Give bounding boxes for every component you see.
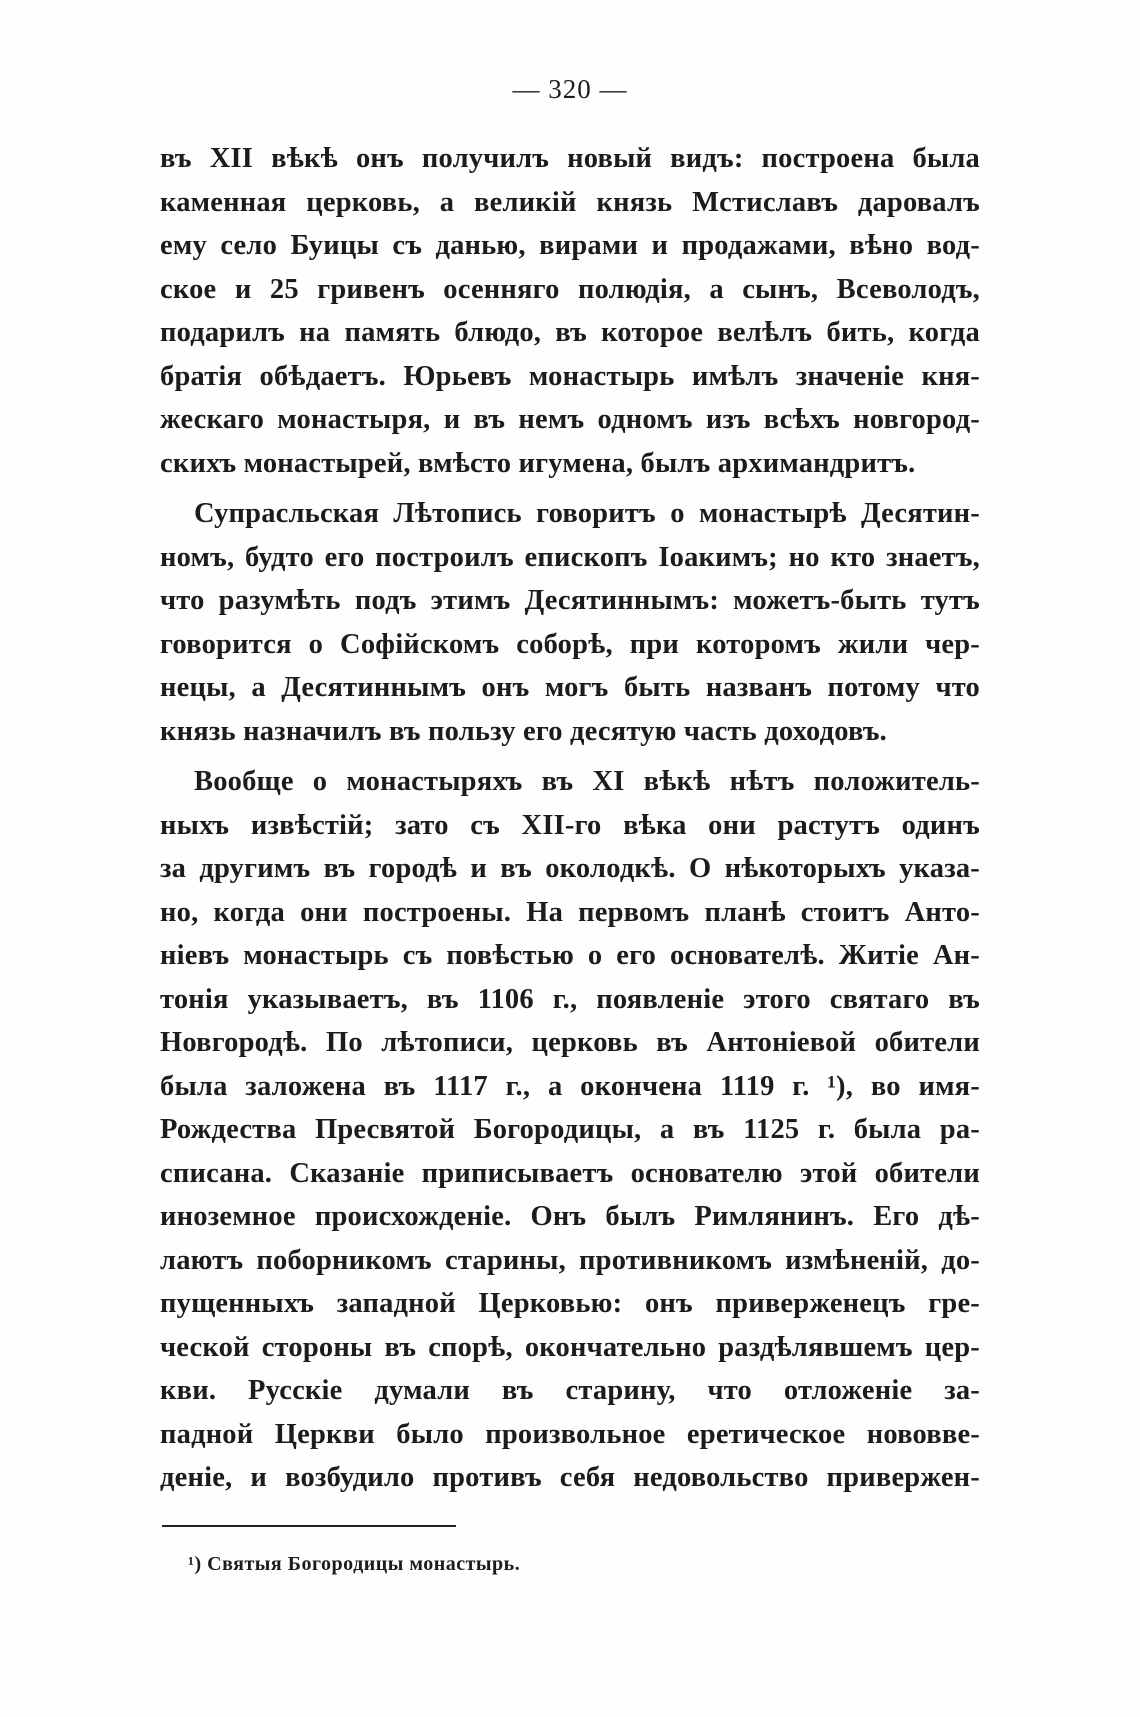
footnote-divider bbox=[162, 1525, 456, 1527]
text-line: но, когда они построены. На первомъ планѣ стоитъ Анто- bbox=[160, 896, 980, 928]
text-line: скихъ монастырей, вмѣсто игумена, былъ архимандритъ. bbox=[160, 447, 916, 479]
text-line: Новгородѣ. По лѣтописи, церковь въ Антоніевой обители bbox=[160, 1027, 980, 1058]
paragraph-1 bbox=[160, 137, 980, 485]
text-line: князь назначилъ въ пользу его десятую часть доходовъ. bbox=[160, 715, 888, 747]
footnote bbox=[188, 1553, 520, 1576]
text-line: говорится о Софійскомъ соборѣ, при которомъ жили чер- bbox=[160, 628, 980, 660]
text-line: братія обѣдаетъ. Юрьевъ монастырь имѣлъ значеніе кня- bbox=[160, 360, 980, 392]
text-line: иноземное происхожденіе. Онъ былъ Римлянинъ. Его дѣ- bbox=[160, 1201, 980, 1232]
text-line: падной Церкви было произвольное еретическое нововве- bbox=[160, 1418, 980, 1450]
text-line: пущенныхъ западной Церковью: онъ приверженецъ гре- bbox=[160, 1288, 980, 1319]
text-line: номъ, будто его построилъ епископъ Іоакимъ; но кто знаетъ, bbox=[160, 541, 980, 573]
text-line: за другимъ въ городѣ и въ околодкѣ. О нѣкоторыхъ указа- bbox=[160, 853, 980, 884]
text-line: тонія указываетъ, въ 1106 г., появленіе этого святаго въ bbox=[160, 983, 980, 1015]
text-line: жескаго монастыря, и въ немъ одномъ изъ всѣхъ новгород- bbox=[160, 404, 980, 435]
text-line: подарилъ на память блюдо, въ которое велѣлъ бить, когда bbox=[160, 317, 980, 348]
text-line: ческой стороны въ спорѣ, окончательно раздѣлявшемъ цер- bbox=[160, 1331, 980, 1363]
text-line: нецы, а Десятиннымъ онъ могъ быть названъ потому что bbox=[160, 672, 980, 703]
text-line: ему село Буицы съ данью, вирами и продажами, вѣно вод- bbox=[160, 230, 980, 261]
text-line: ныхъ извѣстій; зато съ XII-го вѣка они растутъ одинъ bbox=[160, 809, 980, 841]
body-text bbox=[160, 137, 980, 1500]
text-line: въ XII вѣкѣ онъ получилъ новый видъ: построена была bbox=[160, 143, 980, 174]
text-line: ніевъ монастырь съ повѣстью о его основателѣ. Житіе Ан- bbox=[160, 940, 980, 971]
text-line: кви. Русскіе думали въ старину, что отложеніе за- bbox=[160, 1375, 980, 1406]
text-line: деніе, и возбудило противъ себя недовольство привержен- bbox=[160, 1462, 980, 1493]
paragraph-3 bbox=[160, 760, 980, 1500]
text-line: Рождества Пресвятой Богородицы, а въ 1125 г. была ра- bbox=[160, 1114, 980, 1145]
footnote-marker: ¹) bbox=[188, 1553, 202, 1575]
text-line: была заложена въ 1117 г., а окончена 1119 г. ¹), во имя- bbox=[160, 1070, 980, 1102]
page-number: — 320 — bbox=[512, 74, 628, 104]
text-line: Вообще о монастыряхъ въ XI вѣкѣ нѣтъ положитель- bbox=[194, 766, 980, 797]
text-line: Супрасльская Лѣтопись говоритъ о монастырѣ Десятин- bbox=[194, 498, 980, 529]
text-line: что разумѣть подъ этимъ Десятиннымъ: можетъ-быть тутъ bbox=[160, 585, 980, 616]
text-line: лаютъ поборникомъ старины, противникомъ измѣненій, до- bbox=[160, 1244, 980, 1276]
text-line: списана. Сказаніе приписываетъ основателю этой обители bbox=[160, 1157, 980, 1189]
text-line: ское и 25 гривенъ осенняго полюдія, а сынъ, Всеволодъ, bbox=[160, 273, 980, 305]
paragraph-2 bbox=[160, 492, 980, 753]
footnote-text: Святыя Богородицы монастырь. bbox=[207, 1553, 521, 1575]
text-line: каменная церковь, а великій князь Мстиславъ даровалъ bbox=[160, 186, 980, 218]
